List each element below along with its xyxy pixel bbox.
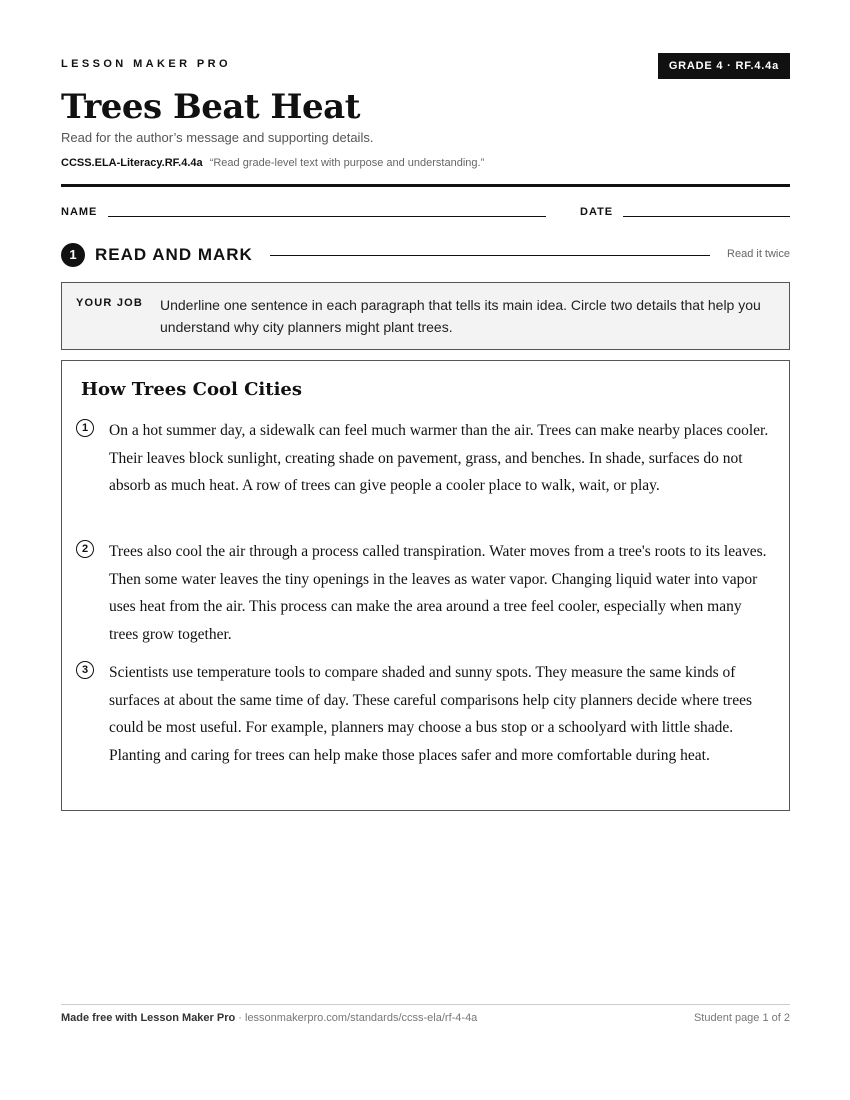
passage-paragraph <box>76 659 768 797</box>
paragraph-text: On a hot summer day, a sidewalk can feel much warmer than the air. Trees can make nearby places cooler. Their leaves block sunlight, creating shade on pavement, grass, and benches. In shade, surfaces do not absorb as much heat. A row of trees can give people a cooler place to walk, wait, or play. <box>109 422 769 494</box>
footer-credit <box>61 1012 477 1024</box>
standard-quote: “Read grade-level text with purpose and understanding.” <box>209 157 485 169</box>
passage-title: How Trees Cool Cities <box>81 379 302 400</box>
date-label: DATE <box>580 206 614 218</box>
passage-paragraph <box>76 417 768 527</box>
job-label: YOUR JOB <box>76 297 144 309</box>
section-note: Read it twice <box>727 248 790 260</box>
worksheet-page <box>61 0 790 1100</box>
reading-passage <box>61 360 790 811</box>
job-instructions-box <box>61 282 790 350</box>
section-header <box>61 243 790 267</box>
job-text: Underline one sentence in each paragraph that tells its main idea. Circle two details that help you understand why city planners might plant trees. <box>160 297 761 335</box>
standard-line <box>61 157 484 169</box>
section-number-badge: 1 <box>61 243 85 267</box>
paragraph-text: Scientists use temperature tools to compare shaded and sunny spots. They measure the same kinds of surfaces at about the same time of day. These careful comparisons help city planners decide where trees could be most useful. For example, planners may choose a bus stop or a schoolyard with little shade. Planting and caring for trees can help make those places safer and more comfortable during heat. <box>109 664 752 764</box>
page-title: Trees Beat Heat <box>61 87 360 127</box>
paragraph-text: Trees also cool the air through a process called transpiration. Water moves from a tree's roots to its leaves. Then some water leaves the tiny openings in the leaves as water vapor. Changing liquid water into vapor uses heat from the air. This process can make the area around a tree feel cooler, especially when many trees grow together. <box>109 543 767 643</box>
passage-paragraph <box>76 538 768 648</box>
standard-code: CCSS.ELA-Literacy.RF.4.4a <box>61 157 203 169</box>
paragraph-number-icon: 3 <box>76 661 94 679</box>
date-field-line[interactable] <box>623 216 790 217</box>
page-subtitle: Read for the author’s message and supporting details. <box>61 130 374 145</box>
paragraph-number-icon: 1 <box>76 419 94 437</box>
section-divider <box>270 255 710 256</box>
header-divider <box>61 184 790 187</box>
footer-page-number: Student page 1 of 2 <box>693 1012 790 1024</box>
footer-brand: Made free with Lesson Maker Pro <box>61 1012 236 1024</box>
footer-divider <box>61 1004 790 1005</box>
brand-name: LESSON MAKER PRO <box>61 58 231 70</box>
name-field-line[interactable] <box>108 216 546 217</box>
paragraph-number-icon: 2 <box>76 540 94 558</box>
name-label: NAME <box>61 206 98 218</box>
footer-url[interactable]: · lessonmakerpro.com/standards/ccss-ela/rf-4-4a <box>235 1012 478 1024</box>
grade-badge: GRADE 4 · RF.4.4a <box>658 53 790 79</box>
section-title: READ AND MARK <box>95 245 253 264</box>
